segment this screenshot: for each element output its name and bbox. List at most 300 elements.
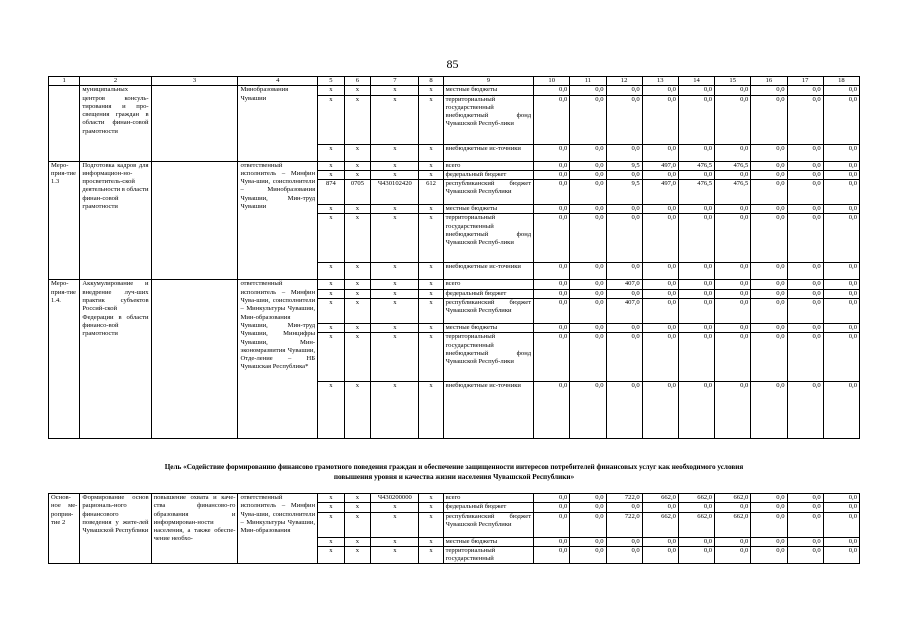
year-value: 0,0 <box>787 503 823 512</box>
year-value: 0,0 <box>715 503 751 512</box>
year-value: 0,0 <box>534 263 570 280</box>
year-value: 0,0 <box>715 214 751 263</box>
funding-source: внебюджетные ис-точники <box>443 144 534 161</box>
grbs-code: x <box>318 161 345 170</box>
target-article-code: x <box>371 333 419 382</box>
year-value: 0,0 <box>642 86 678 95</box>
responsible-executor: Минобразования Чувашии <box>238 86 318 161</box>
year-value: 0,0 <box>787 537 823 546</box>
year-value: 0,0 <box>642 214 678 263</box>
funding-source: территориальный государственный внебюджетный фонд Чувашской Респуб-лики <box>443 333 534 382</box>
year-value: 0,0 <box>642 289 678 298</box>
grbs-code: x <box>318 503 345 512</box>
year-value: 0,0 <box>715 280 751 289</box>
year-value: 0,0 <box>823 144 859 161</box>
expense-type-code: x <box>419 324 443 333</box>
year-value: 0,0 <box>606 214 642 263</box>
table-row <box>49 161 860 170</box>
grbs-code: x <box>318 537 345 546</box>
year-value: 0,0 <box>678 86 714 95</box>
responsible-executor: ответственный исполнитель – Минфин Чува-шии, соисполнители – Минкультуры Чувашии, Мин-образования Чувашии, Мин-труд Чувашии, Минцифры Чувашии, Мин-экономразвития Чувашии, Отде-ление – НБ Чувашская Республика* <box>238 280 318 439</box>
funding-source: республиканский бюджет Чувашской Республики <box>443 512 534 537</box>
year-value: 0,0 <box>787 95 823 144</box>
grbs-code: x <box>318 333 345 382</box>
funding-source: местные бюджеты <box>443 537 534 546</box>
year-value: 0,0 <box>751 86 787 95</box>
year-value: 0,0 <box>787 299 823 324</box>
funding-source: республиканский бюджет Чувашской Республики <box>443 299 534 324</box>
year-value: 0,0 <box>570 512 606 537</box>
year-value: 0,0 <box>678 382 714 439</box>
activity-name: Формирование основ рациональ-ного финансового поведения у жите-лей Чувашской Республики <box>80 494 151 564</box>
year-value: 0,0 <box>534 180 570 205</box>
year-value: 0,0 <box>678 205 714 214</box>
expense-type-code: 612 <box>419 180 443 205</box>
year-value: 0,0 <box>570 263 606 280</box>
year-value: 0,0 <box>534 546 570 564</box>
expense-type-code: x <box>419 95 443 144</box>
year-value: 0,0 <box>823 537 859 546</box>
column-number: 15 <box>715 77 751 86</box>
year-value: 0,0 <box>642 546 678 564</box>
expense-type-code: x <box>419 170 443 179</box>
year-value: 0,0 <box>787 324 823 333</box>
activity-name: Аккумулирование и внедрение луч-ших практик субъектов Россий-ской Федерации в области финансо-вой грамотности <box>80 280 151 439</box>
year-value: 0,0 <box>606 537 642 546</box>
column-number: 12 <box>606 77 642 86</box>
funding-source: федеральный бюджет <box>443 503 534 512</box>
year-value: 0,0 <box>823 512 859 537</box>
year-value: 0,0 <box>823 289 859 298</box>
year-value: 0,0 <box>534 512 570 537</box>
year-value: 662,0 <box>642 512 678 537</box>
activity-name: Подготовка кадров для информацион-но-просветитель-ской деятельности в области финан-совой грамотности <box>80 161 151 280</box>
target-article-code: x <box>371 537 419 546</box>
year-value: 0,0 <box>534 494 570 503</box>
target-article-code: x <box>371 546 419 564</box>
year-value: 0,0 <box>534 205 570 214</box>
year-value: 0,0 <box>715 324 751 333</box>
grbs-code: x <box>318 494 345 503</box>
year-value: 0,0 <box>787 263 823 280</box>
year-value: 0,0 <box>606 382 642 439</box>
year-value: 0,0 <box>570 299 606 324</box>
grbs-code: x <box>318 205 345 214</box>
year-value: 0,0 <box>751 214 787 263</box>
section-code: x <box>344 86 371 95</box>
column-number: 13 <box>642 77 678 86</box>
year-value: 0,0 <box>606 263 642 280</box>
expense-type-code: x <box>419 299 443 324</box>
year-value: 0,0 <box>534 503 570 512</box>
year-value: 0,0 <box>570 86 606 95</box>
year-value: 0,0 <box>751 382 787 439</box>
expense-type-code: x <box>419 263 443 280</box>
year-value: 0,0 <box>751 95 787 144</box>
section-code: x <box>344 299 371 324</box>
grbs-code: x <box>318 170 345 179</box>
year-value: 0,0 <box>642 503 678 512</box>
year-value: 0,0 <box>570 537 606 546</box>
year-value: 0,0 <box>570 289 606 298</box>
activity-goal <box>151 280 238 439</box>
year-value: 0,0 <box>642 280 678 289</box>
section-code: x <box>344 512 371 537</box>
target-article-code: x <box>371 161 419 170</box>
target-article-code: x <box>371 289 419 298</box>
year-value: 0,0 <box>606 86 642 95</box>
year-value: 0,0 <box>606 144 642 161</box>
year-value: 0,0 <box>642 144 678 161</box>
section-code: x <box>344 333 371 382</box>
activity-number: Основ-ное ме-роприя-тие 2 <box>49 494 80 564</box>
year-value: 0,0 <box>534 382 570 439</box>
year-value: 0,0 <box>678 299 714 324</box>
year-value: 9,5 <box>606 161 642 170</box>
grbs-code: x <box>318 289 345 298</box>
year-value: 0,0 <box>751 537 787 546</box>
target-article-code: x <box>371 170 419 179</box>
funding-source: территориальный государственный <box>443 546 534 564</box>
year-value: 0,0 <box>715 333 751 382</box>
expense-type-code: x <box>419 214 443 263</box>
grbs-code: x <box>318 144 345 161</box>
budget-table-part2 <box>48 493 860 564</box>
grbs-code: x <box>318 299 345 324</box>
activity-number: Меро-прия-тие 1.3 <box>49 161 80 280</box>
grbs-code: x <box>318 382 345 439</box>
grbs-code: x <box>318 512 345 537</box>
column-number: 10 <box>534 77 570 86</box>
column-number: 17 <box>787 77 823 86</box>
year-value: 0,0 <box>787 214 823 263</box>
year-value: 0,0 <box>570 333 606 382</box>
year-value: 0,0 <box>678 144 714 161</box>
activity-goal <box>151 161 238 280</box>
grbs-code: x <box>318 324 345 333</box>
year-value: 9,5 <box>606 180 642 205</box>
year-value: 0,0 <box>642 263 678 280</box>
year-value: 0,0 <box>534 161 570 170</box>
year-value: 0,0 <box>787 280 823 289</box>
year-value: 0,0 <box>751 299 787 324</box>
year-value: 0,0 <box>823 95 859 144</box>
year-value: 0,0 <box>678 333 714 382</box>
year-value: 476,5 <box>715 180 751 205</box>
funding-source: всего <box>443 161 534 170</box>
year-value: 662,0 <box>678 494 714 503</box>
year-value: 0,0 <box>642 382 678 439</box>
expense-type-code: x <box>419 537 443 546</box>
expense-type-code: x <box>419 512 443 537</box>
year-value: 0,0 <box>715 382 751 439</box>
year-value: 0,0 <box>606 205 642 214</box>
year-value: 0,0 <box>678 170 714 179</box>
year-value: 0,0 <box>534 144 570 161</box>
target-article-code: x <box>371 324 419 333</box>
target-article-code: Ч430200000 <box>371 494 419 503</box>
year-value: 0,0 <box>606 546 642 564</box>
funding-source: внебюджетные ис-точники <box>443 263 534 280</box>
grbs-code: 874 <box>318 180 345 205</box>
year-value: 662,0 <box>678 512 714 537</box>
target-article-code: x <box>371 86 419 95</box>
activity-name: муниципальных центров консуль-тирования и про-свещения граждан в области финан-совой грамотности <box>80 86 151 161</box>
year-value: 722,0 <box>606 494 642 503</box>
activity-number <box>49 86 80 161</box>
year-value: 0,0 <box>823 503 859 512</box>
year-value: 0,0 <box>751 546 787 564</box>
section-code: x <box>344 95 371 144</box>
year-value: 0,0 <box>751 512 787 537</box>
year-value: 0,0 <box>751 161 787 170</box>
year-value: 0,0 <box>570 280 606 289</box>
section-code: x <box>344 280 371 289</box>
column-number: 1 <box>49 77 80 86</box>
year-value: 0,0 <box>787 180 823 205</box>
grbs-code: x <box>318 214 345 263</box>
year-value: 476,5 <box>678 161 714 170</box>
table-row <box>49 280 860 289</box>
year-value: 0,0 <box>678 280 714 289</box>
section-code: x <box>344 263 371 280</box>
year-value: 0,0 <box>534 170 570 179</box>
expense-type-code: x <box>419 333 443 382</box>
year-value: 0,0 <box>606 503 642 512</box>
grbs-code: x <box>318 263 345 280</box>
year-value: 476,5 <box>715 161 751 170</box>
expense-type-code: x <box>419 161 443 170</box>
year-value: 0,0 <box>715 144 751 161</box>
column-number: 18 <box>823 77 859 86</box>
column-number: 3 <box>151 77 238 86</box>
year-value: 0,0 <box>534 280 570 289</box>
year-value: 662,0 <box>642 494 678 503</box>
expense-type-code: x <box>419 86 443 95</box>
year-value: 0,0 <box>678 263 714 280</box>
year-value: 407,0 <box>606 280 642 289</box>
grbs-code: x <box>318 95 345 144</box>
year-value: 0,0 <box>534 86 570 95</box>
year-value: 0,0 <box>642 324 678 333</box>
expense-type-code: x <box>419 280 443 289</box>
table-row <box>49 86 860 95</box>
column-number: 5 <box>318 77 345 86</box>
section-code: x <box>344 161 371 170</box>
year-value: 0,0 <box>751 494 787 503</box>
year-value: 0,0 <box>570 180 606 205</box>
section-code: 0705 <box>344 180 371 205</box>
year-value: 0,0 <box>678 95 714 144</box>
year-value: 0,0 <box>570 95 606 144</box>
funding-source: местные бюджеты <box>443 324 534 333</box>
target-article-code: Ч430102420 <box>371 180 419 205</box>
expense-type-code: x <box>419 503 443 512</box>
column-number: 8 <box>419 77 443 86</box>
year-value: 0,0 <box>534 299 570 324</box>
year-value: 0,0 <box>534 333 570 382</box>
year-value: 0,0 <box>823 280 859 289</box>
year-value: 0,0 <box>715 86 751 95</box>
year-value: 0,0 <box>570 494 606 503</box>
grbs-code: x <box>318 546 345 564</box>
section-code: x <box>344 289 371 298</box>
section-code: x <box>344 494 371 503</box>
year-value: 497,0 <box>642 180 678 205</box>
year-value: 0,0 <box>534 214 570 263</box>
year-value: 0,0 <box>642 333 678 382</box>
funding-source: местные бюджеты <box>443 86 534 95</box>
year-value: 0,0 <box>715 299 751 324</box>
column-number: 9 <box>443 77 534 86</box>
year-value: 0,0 <box>751 144 787 161</box>
budget-table-part1 <box>48 76 860 439</box>
activity-goal: повышение охвата и каче-ства финансово-го образования и информирован-ности населения, а также обеспе-чение необхо- <box>151 494 238 564</box>
year-value: 0,0 <box>642 170 678 179</box>
funding-source: местные бюджеты <box>443 205 534 214</box>
year-value: 662,0 <box>715 512 751 537</box>
year-value: 0,0 <box>823 333 859 382</box>
year-value: 0,0 <box>606 324 642 333</box>
year-value: 0,0 <box>823 324 859 333</box>
year-value: 0,0 <box>642 205 678 214</box>
section-code: x <box>344 503 371 512</box>
year-value: 0,0 <box>787 144 823 161</box>
year-value: 0,0 <box>787 161 823 170</box>
year-value: 0,0 <box>715 289 751 298</box>
year-value: 0,0 <box>787 289 823 298</box>
year-value: 0,0 <box>678 214 714 263</box>
year-value: 0,0 <box>787 86 823 95</box>
year-value: 0,0 <box>751 263 787 280</box>
column-number: 6 <box>344 77 371 86</box>
year-value: 0,0 <box>606 289 642 298</box>
year-value: 0,0 <box>823 546 859 564</box>
year-value: 0,0 <box>751 333 787 382</box>
section-code: x <box>344 170 371 179</box>
year-value: 0,0 <box>570 144 606 161</box>
section-code: x <box>344 214 371 263</box>
target-article-code: x <box>371 280 419 289</box>
year-value: 0,0 <box>570 503 606 512</box>
column-number: 11 <box>570 77 606 86</box>
target-article-code: x <box>371 144 419 161</box>
year-value: 0,0 <box>678 324 714 333</box>
responsible-executor: ответственный исполнитель – Минфин Чува-шии, соисполнители – Минкультуры Чувашии, Мин-образования <box>238 494 318 564</box>
responsible-executor: ответственный исполнитель – Минфин Чува-шии, соисполнители – Минобразования Чувашии, Мин-труд Чувашии <box>238 161 318 280</box>
target-article-code: x <box>371 214 419 263</box>
year-value: 0,0 <box>606 170 642 179</box>
column-number: 14 <box>678 77 714 86</box>
expense-type-code: x <box>419 289 443 298</box>
section-code: x <box>344 324 371 333</box>
column-number: 7 <box>371 77 419 86</box>
year-value: 0,0 <box>787 494 823 503</box>
target-article-code: x <box>371 503 419 512</box>
year-value: 0,0 <box>715 170 751 179</box>
target-article-code: x <box>371 205 419 214</box>
column-number: 2 <box>80 77 151 86</box>
year-value: 0,0 <box>534 537 570 546</box>
year-value: 0,0 <box>751 280 787 289</box>
page-number: 85 <box>446 57 459 71</box>
year-value: 0,0 <box>751 205 787 214</box>
expense-type-code: x <box>419 494 443 503</box>
year-value: 0,0 <box>715 263 751 280</box>
year-value: 0,0 <box>534 324 570 333</box>
year-value: 0,0 <box>570 324 606 333</box>
section-code: x <box>344 205 371 214</box>
year-value: 0,0 <box>751 180 787 205</box>
year-value: 0,0 <box>678 537 714 546</box>
funding-source: территориальный государственный внебюджетный фонд Чувашской Респуб-лики <box>443 214 534 263</box>
year-value: 0,0 <box>823 299 859 324</box>
column-number: 16 <box>751 77 787 86</box>
year-value: 0,0 <box>823 263 859 280</box>
year-value: 0,0 <box>823 180 859 205</box>
funding-source: внебюджетные ис-точники <box>443 382 534 439</box>
column-number: 4 <box>238 77 318 86</box>
activity-number: Меро-прия-тие 1.4. <box>49 280 80 439</box>
target-article-code: x <box>371 512 419 537</box>
year-value: 0,0 <box>787 205 823 214</box>
target-article-code: x <box>371 299 419 324</box>
funding-source: республиканский бюджет Чувашской Республики <box>443 180 534 205</box>
year-value: 0,0 <box>787 382 823 439</box>
expense-type-code: x <box>419 205 443 214</box>
year-value: 0,0 <box>751 289 787 298</box>
column-number-row <box>49 77 860 86</box>
year-value: 0,0 <box>787 170 823 179</box>
year-value: 0,0 <box>751 170 787 179</box>
goal-line-1: Цель «Содействие формированию финансово грамотного поведения граждан и обеспечение защищенности интересов потребителей финансовых услуг как необходимого условия <box>164 463 744 471</box>
year-value: 0,0 <box>570 546 606 564</box>
year-value: 0,0 <box>570 170 606 179</box>
year-value: 0,0 <box>570 205 606 214</box>
year-value: 0,0 <box>715 95 751 144</box>
expense-type-code: x <box>419 382 443 439</box>
year-value: 0,0 <box>823 161 859 170</box>
section-code: x <box>344 537 371 546</box>
year-value: 0,0 <box>823 86 859 95</box>
year-value: 0,0 <box>606 333 642 382</box>
target-article-code: x <box>371 382 419 439</box>
year-value: 0,0 <box>642 95 678 144</box>
section-code: x <box>344 144 371 161</box>
funding-source: федеральный бюджет <box>443 170 534 179</box>
year-value: 0,0 <box>787 546 823 564</box>
year-value: 0,0 <box>715 205 751 214</box>
year-value: 476,5 <box>678 180 714 205</box>
year-value: 0,0 <box>823 205 859 214</box>
year-value: 0,0 <box>534 95 570 144</box>
goal-line-2: повышения уровня и качества жизни населения Чувашской Республики» <box>333 472 575 481</box>
section-code: x <box>344 382 371 439</box>
year-value: 0,0 <box>678 503 714 512</box>
section-code: x <box>344 546 371 564</box>
year-value: 0,0 <box>823 382 859 439</box>
year-value: 497,0 <box>642 161 678 170</box>
year-value: 0,0 <box>642 299 678 324</box>
year-value: 0,0 <box>787 512 823 537</box>
year-value: 0,0 <box>715 546 751 564</box>
year-value: 407,0 <box>606 299 642 324</box>
funding-source: всего <box>443 494 534 503</box>
year-value: 0,0 <box>570 382 606 439</box>
year-value: 0,0 <box>751 503 787 512</box>
funding-source: территориальный государственный внебюджетный фонд Чувашской Респуб-лики <box>443 95 534 144</box>
goal-heading <box>48 463 860 482</box>
